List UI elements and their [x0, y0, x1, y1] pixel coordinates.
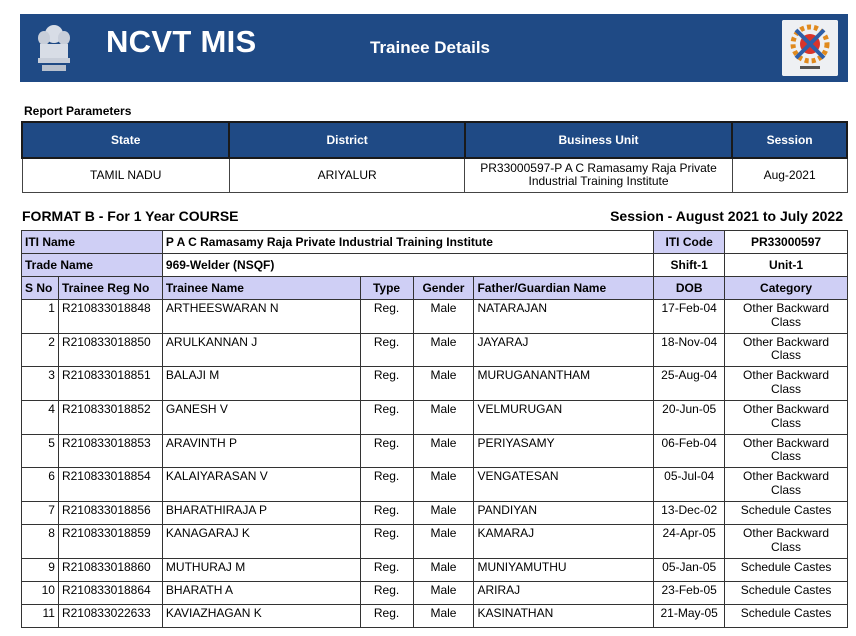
cell-reg-no: R210833018851 — [58, 367, 162, 401]
cell-name: BHARATH A — [162, 581, 360, 604]
cell-sno: 5 — [22, 434, 59, 468]
cell-category: Other Backward Class — [725, 525, 848, 559]
th-category: Category — [725, 277, 848, 300]
cell-reg-no: R210833018848 — [58, 300, 162, 334]
cell-type: Reg. — [360, 558, 413, 581]
cell-reg-no: R210833018856 — [58, 502, 162, 525]
cell-dob: 05-Jul-04 — [654, 468, 725, 502]
cell-name: ARULKANNAN J — [162, 333, 360, 367]
cell-dob: 25-Aug-04 — [654, 367, 725, 401]
cell-type: Reg. — [360, 581, 413, 604]
cell-gender: Male — [413, 502, 474, 525]
cell-name: MUTHURAJ M — [162, 558, 360, 581]
th-dob: DOB — [654, 277, 725, 300]
iti-name-value: P A C Ramasamy Raja Private Industrial Training Institute — [162, 231, 653, 254]
cell-sno: 7 — [22, 502, 59, 525]
cell-type: Reg. — [360, 434, 413, 468]
cell-guardian: MUNIYAMUTHU — [474, 558, 654, 581]
iti-code-label: ITI Code — [654, 231, 725, 254]
cell-dob: 18-Nov-04 — [654, 333, 725, 367]
brand-title: NCVT MIS — [106, 24, 257, 59]
cell-guardian: MURUGANANTHAM — [474, 367, 654, 401]
table-row — [22, 401, 848, 435]
cell-name: KALAIYARASAN V — [162, 468, 360, 502]
cell-type: Reg. — [360, 300, 413, 334]
cell-category: Schedule Castes — [725, 604, 848, 627]
report-parameters-label: Report Parameters — [24, 104, 132, 118]
cell-category: Schedule Castes — [725, 502, 848, 525]
trade-name-label: Trade Name — [22, 254, 163, 277]
cell-sno: 2 — [22, 333, 59, 367]
cell-dob: 21-May-05 — [654, 604, 725, 627]
cell-guardian: ARIRAJ — [474, 581, 654, 604]
cell-type: Reg. — [360, 525, 413, 559]
cell-guardian: PANDIYAN — [474, 502, 654, 525]
format-title: FORMAT B - For 1 Year COURSE — [22, 208, 239, 224]
cell-gender: Male — [413, 434, 474, 468]
table-row — [22, 367, 848, 401]
cell-name: BHARATHIRAJA P — [162, 502, 360, 525]
cell-name: KANAGARAJ K — [162, 525, 360, 559]
cell-dob: 13-Dec-02 — [654, 502, 725, 525]
district-value: ARIYALUR — [229, 158, 464, 192]
national-emblem-icon — [32, 20, 76, 76]
cell-gender: Male — [413, 401, 474, 435]
cell-sno: 8 — [22, 525, 59, 559]
cell-name: KAVIAZHAGAN K — [162, 604, 360, 627]
table-row — [22, 468, 848, 502]
cell-sno: 11 — [22, 604, 59, 627]
cell-sno: 10 — [22, 581, 59, 604]
th-reg-no: Trainee Reg No — [58, 277, 162, 300]
session-value: Aug-2021 — [732, 158, 847, 192]
cell-gender: Male — [413, 604, 474, 627]
col-district: District — [229, 122, 464, 158]
cell-guardian: KAMARAJ — [474, 525, 654, 559]
cell-reg-no: R210833018850 — [58, 333, 162, 367]
cell-reg-no: R210833018860 — [58, 558, 162, 581]
skill-india-logo-icon — [782, 20, 838, 76]
table-row — [22, 300, 848, 334]
cell-gender: Male — [413, 300, 474, 334]
cell-guardian: NATARAJAN — [474, 300, 654, 334]
cell-guardian: VELMURUGAN — [474, 401, 654, 435]
unit-value: Unit-1 — [725, 254, 848, 277]
cell-category: Other Backward Class — [725, 434, 848, 468]
col-session: Session — [732, 122, 847, 158]
cell-category: Other Backward Class — [725, 367, 848, 401]
cell-name: ARAVINTH P — [162, 434, 360, 468]
table-row — [22, 434, 848, 468]
cell-sno: 3 — [22, 367, 59, 401]
cell-dob: 05-Jan-05 — [654, 558, 725, 581]
cell-type: Reg. — [360, 604, 413, 627]
cell-name: BALAJI M — [162, 367, 360, 401]
header-banner — [20, 14, 848, 82]
cell-type: Reg. — [360, 401, 413, 435]
cell-sno: 4 — [22, 401, 59, 435]
table-row — [22, 333, 848, 367]
cell-reg-no: R210833018853 — [58, 434, 162, 468]
cell-name: GANESH V — [162, 401, 360, 435]
cell-type: Reg. — [360, 468, 413, 502]
session-range: Session - August 2021 to July 2022 — [610, 208, 843, 224]
cell-name: ARTHEESWARAN N — [162, 300, 360, 334]
cell-gender: Male — [413, 468, 474, 502]
cell-dob: 24-Apr-05 — [654, 525, 725, 559]
cell-guardian: JAYARAJ — [474, 333, 654, 367]
state-value: TAMIL NADU — [22, 158, 229, 192]
cell-guardian: PERIYASAMY — [474, 434, 654, 468]
cell-gender: Male — [413, 581, 474, 604]
cell-reg-no: R210833022633 — [58, 604, 162, 627]
cell-reg-no: R210833018852 — [58, 401, 162, 435]
th-guardian: Father/Guardian Name — [474, 277, 654, 300]
table-row — [22, 525, 848, 559]
cell-category: Other Backward Class — [725, 401, 848, 435]
cell-guardian: VENGATESAN — [474, 468, 654, 502]
cell-category: Schedule Castes — [725, 558, 848, 581]
trainee-table — [21, 230, 848, 628]
th-name: Trainee Name — [162, 277, 360, 300]
cell-gender: Male — [413, 525, 474, 559]
table-row — [22, 502, 848, 525]
cell-reg-no: R210833018854 — [58, 468, 162, 502]
report-title: Trainee Details — [370, 38, 491, 57]
cell-gender: Male — [413, 367, 474, 401]
cell-sno: 1 — [22, 300, 59, 334]
col-business-unit: Business Unit — [465, 122, 732, 158]
cell-dob: 17-Feb-04 — [654, 300, 725, 334]
cell-guardian: KASINATHAN — [474, 604, 654, 627]
table-row — [22, 558, 848, 581]
cell-type: Reg. — [360, 367, 413, 401]
cell-category: Other Backward Class — [725, 300, 848, 334]
cell-category: Schedule Castes — [725, 581, 848, 604]
business-unit-value: PR33000597-P A C Ramasamy Raja Private Industrial Training Institute — [465, 158, 732, 192]
table-row — [22, 604, 848, 627]
cell-sno: 6 — [22, 468, 59, 502]
cell-category: Other Backward Class — [725, 333, 848, 367]
cell-reg-no: R210833018859 — [58, 525, 162, 559]
iti-code-value: PR33000597 — [725, 231, 848, 254]
th-gender: Gender — [413, 277, 474, 300]
cell-type: Reg. — [360, 333, 413, 367]
shift-value: Shift-1 — [654, 254, 725, 277]
iti-name-label: ITI Name — [22, 231, 163, 254]
cell-dob: 06-Feb-04 — [654, 434, 725, 468]
cell-dob: 20-Jun-05 — [654, 401, 725, 435]
cell-category: Other Backward Class — [725, 468, 848, 502]
col-state: State — [22, 122, 229, 158]
cell-gender: Male — [413, 558, 474, 581]
cell-sno: 9 — [22, 558, 59, 581]
cell-reg-no: R210833018864 — [58, 581, 162, 604]
cell-dob: 23-Feb-05 — [654, 581, 725, 604]
trade-name-value: 969-Welder (NSQF) — [162, 254, 653, 277]
report-parameters-table — [21, 121, 848, 193]
th-type: Type — [360, 277, 413, 300]
cell-gender: Male — [413, 333, 474, 367]
cell-type: Reg. — [360, 502, 413, 525]
th-sno: S No — [22, 277, 59, 300]
table-row — [22, 581, 848, 604]
